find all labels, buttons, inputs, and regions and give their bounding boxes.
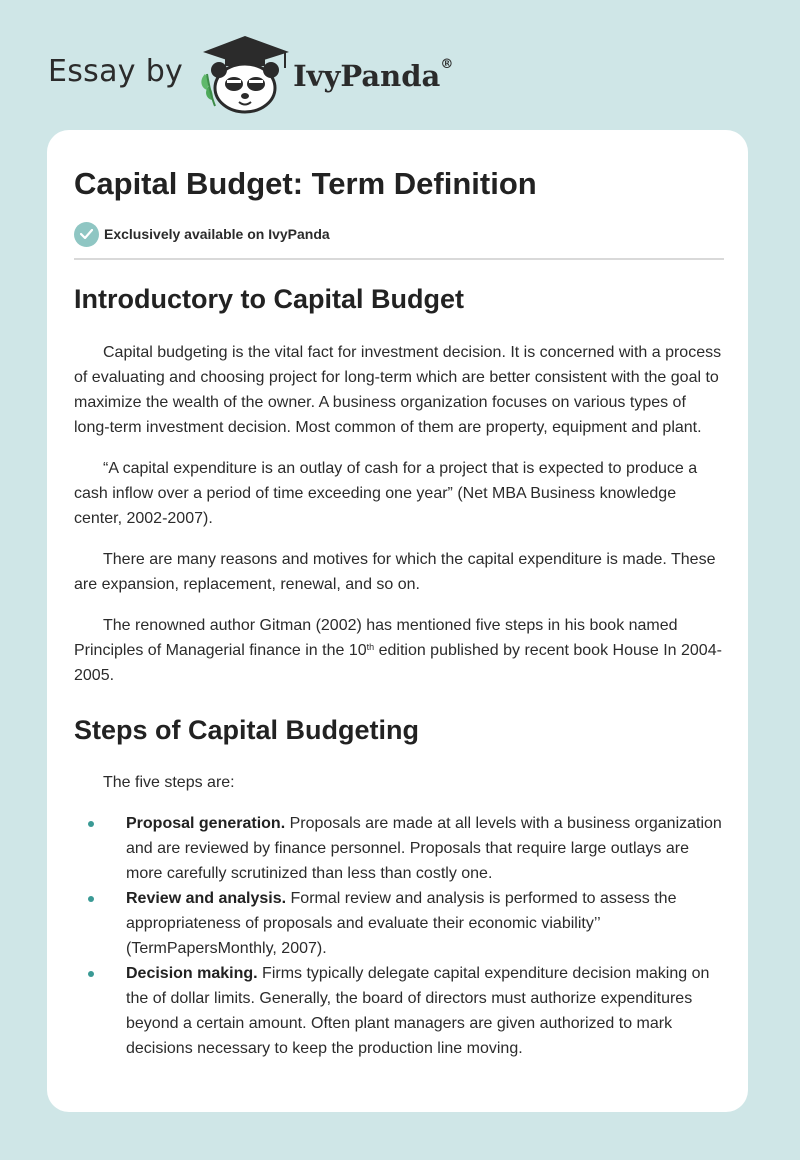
page-title: Capital Budget: Term Definition [74,166,537,201]
list-item: Review and analysis. Formal review and analysis is performed to assess the appropriateness of proposals and evaluate their economic viability’’ (TermPapersMonthly, 2007). [74,886,724,961]
section-heading-steps: Steps of Capital Budgeting [74,715,420,745]
brand-name[interactable]: IvyPanda® [293,57,454,93]
list-item: Decision making. Firms typically delegate capital expenditure decision making on the of dollar limits. Generally, the board of directors must authorize expenditures beyond a certain amount. Often plant managers are given authorized to mark decisions necessary to keep the production line moving. [74,961,724,1061]
paragraph: There are many reasons and motives for which the capital expenditure is made. These are expansion, replacement, renewal, and so on. [74,551,716,593]
paragraph: Capital budgeting is the vital fact for investment decision. It is concerned with a process of evaluating and choosing project for long-term which are better consistent with the goal to maximize the wealth of the owner. A business organization focuses on various types of long-term investment decision. Most common of them are property, equipment and plant. [74,344,722,436]
bullet-icon [88,896,94,902]
essay-by-label: Essay by [48,53,184,89]
bullet-icon [88,821,94,827]
divider [74,258,724,260]
site-header [48,34,453,114]
paragraph-gitman: The renowned author Gitman (2002) has mentioned five steps in his book named Principles of Managerial finance in the 10th edition published by recent book House In 2004-2005. [74,617,722,684]
steps-lead: The five steps are: [103,774,235,791]
steps-list [74,811,724,1061]
exclusive-badge-label: Exclusively available on IvyPanda [104,226,330,242]
panda-logo-icon[interactable] [197,34,291,114]
article-content [74,163,724,1061]
check-icon [74,222,99,247]
list-item: Proposal generation. Proposals are made at all levels with a business organization and are reviewed by finance personnel. Proposals that require large outlays are more carefully scrutinized than less than costly one. [74,811,724,886]
paragraph: “A capital expenditure is an outlay of cash for a project that is expected to produce a cash inflow over a period of time exceeding one year” (Net MBA Business knowledge center, 2002-2007). [74,460,698,527]
article-card [47,130,748,1112]
section-heading-intro: Introductory to Capital Budget [74,284,464,314]
bullet-icon [88,971,94,977]
exclusive-badge [74,221,724,247]
